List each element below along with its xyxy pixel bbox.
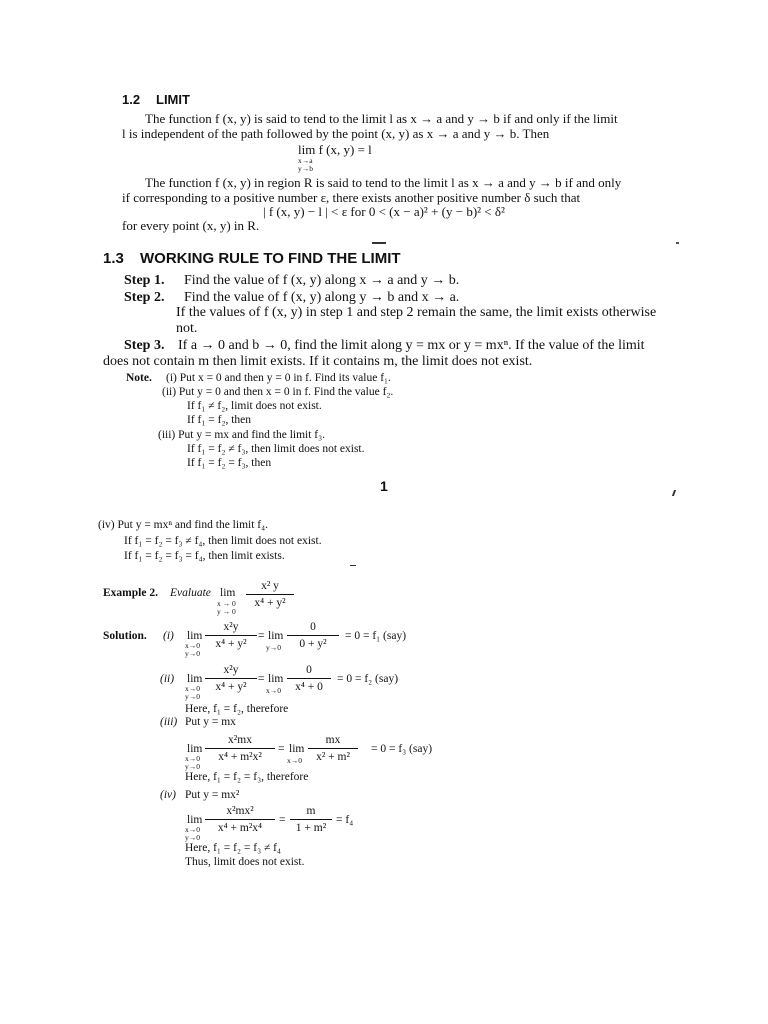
lim: lim bbox=[187, 814, 203, 826]
section-title-limit: LIMIT bbox=[156, 92, 190, 107]
page-number: 1 bbox=[380, 478, 388, 494]
note-line: (i) Put x = 0 and then y = 0 in f. Find its value f₁. bbox=[166, 372, 391, 384]
result: = 0 = f₁ (say) bbox=[345, 630, 407, 642]
step-text: If a → 0 and b → 0, find the limit along y = mx or y = mxⁿ. If the value of the limit bbox=[178, 338, 645, 353]
result: = f₄ bbox=[336, 814, 354, 826]
lim-sub: y→0 bbox=[185, 833, 200, 842]
lim: lim bbox=[187, 743, 203, 755]
note-line: If f₁ = f₂, then bbox=[187, 414, 251, 426]
example-fraction: x² y x⁴ + y² bbox=[246, 579, 294, 610]
lim-sub: x→0 bbox=[185, 641, 200, 650]
note-line: If f₁ = f₂ = f₃, then bbox=[187, 457, 272, 469]
equals: = bbox=[279, 814, 286, 826]
step-text: If the values of f (x, y) in step 1 and step 2 remain the same, the limit exists otherwise bbox=[176, 305, 657, 320]
note-line: If f₁ = f₂ = f₃ ≠ f₄, then limit does not exist. bbox=[124, 535, 322, 547]
step-label: Step 1. bbox=[124, 273, 165, 288]
here-line: Here, f₁ = f₂ = f₃, therefore bbox=[185, 771, 309, 783]
put-line: Put y = mx² bbox=[185, 789, 240, 801]
lim-sub: x→0 bbox=[185, 684, 200, 693]
note-line: If f₁ = f₂ = f₃ = f₄, then limit exists. bbox=[124, 550, 285, 562]
example-sub: y → 0 bbox=[217, 607, 236, 616]
example-label: Example 2. bbox=[103, 587, 158, 599]
lim: lim bbox=[289, 743, 305, 755]
example-lim: lim bbox=[220, 587, 236, 599]
scan-mark bbox=[350, 565, 356, 566]
lim-sub: x→0 bbox=[185, 825, 200, 834]
fraction: 0 x⁴ + 0 bbox=[287, 663, 331, 694]
step-text: Find the value of f (x, y) along x → a and y → b. bbox=[184, 273, 460, 288]
paragraph-line: The function f (x, y) is said to tend to the limit l as x → a and y → b if and only if the limit bbox=[145, 111, 618, 126]
lim-sub: y→0 bbox=[185, 692, 200, 701]
paragraph-line: The function f (x, y) in region R is said to tend to the limit l as x → a and y → b if and only bbox=[145, 175, 622, 190]
equals: = bbox=[258, 673, 265, 685]
step-text: not. bbox=[176, 321, 198, 336]
example-verb: Evaluate bbox=[170, 587, 211, 599]
limit-subscript: x→a bbox=[298, 156, 313, 165]
section-title-working-rule: WORKING RULE TO FIND THE LIMIT bbox=[140, 250, 401, 267]
fraction: x²mx² x⁴ + m²x⁴ bbox=[205, 804, 275, 835]
part-tag: (i) bbox=[163, 630, 174, 642]
note-label: Note. bbox=[126, 372, 152, 384]
paragraph-line: l is independent of the path followed by the point (x, y) as x → a and y → b. Then bbox=[122, 126, 550, 141]
lim: lim bbox=[187, 673, 203, 685]
note-line: If f₁ ≠ f₂, limit does not exist. bbox=[187, 400, 322, 412]
note-line: (ii) Put y = 0 and then x = 0 in f. Find the value f₂. bbox=[162, 386, 394, 398]
part-tag: (iii) bbox=[160, 716, 178, 728]
fraction: x²y x⁴ + y² bbox=[205, 663, 257, 694]
note-line: (iii) Put y = mx and find the limit f₃. bbox=[158, 429, 326, 441]
limit-expression: lim f (x, y) = l bbox=[298, 142, 372, 157]
lim-sub: y→0 bbox=[266, 643, 281, 652]
example-sub: x → 0 bbox=[217, 599, 236, 608]
fraction: x²mx x⁴ + m²x² bbox=[205, 733, 275, 764]
lim-sub: x→0 bbox=[266, 686, 281, 695]
fraction: mx x² + m² bbox=[308, 733, 358, 764]
section-number-1-2: 1.2 bbox=[122, 92, 141, 107]
inequality: | f (x, y) − l | < ε for 0 < (x − a)² + (y − b)² < δ² bbox=[263, 204, 505, 219]
lim-sub: y→0 bbox=[185, 762, 200, 771]
lim-sub: x→0 bbox=[287, 756, 302, 765]
part-tag: (iv) bbox=[160, 789, 176, 801]
part-tag: (ii) bbox=[160, 673, 175, 685]
lim: lim bbox=[268, 630, 284, 642]
here-line: Here, f₁ = f₂ = f₃ ≠ f₄ bbox=[185, 842, 281, 854]
equals: = bbox=[258, 630, 265, 642]
step-label: Step 2. bbox=[124, 290, 165, 305]
step-label: Step 3. bbox=[124, 338, 165, 353]
paragraph-line: if corresponding to a positive number ε, there exists another positive number δ such that bbox=[122, 190, 581, 205]
paragraph-line: for every point (x, y) in R. bbox=[122, 218, 260, 233]
result: = 0 = f₃ (say) bbox=[371, 743, 433, 755]
conclusion: Thus, limit does not exist. bbox=[185, 856, 305, 868]
scan-mark bbox=[672, 490, 676, 496]
lim: lim bbox=[268, 673, 284, 685]
equals: = bbox=[278, 743, 285, 755]
scan-mark bbox=[676, 242, 679, 244]
put-line: Put y = mx bbox=[185, 716, 236, 728]
fraction: x²y x⁴ + y² bbox=[205, 620, 257, 651]
lim-sub: y→0 bbox=[185, 649, 200, 658]
lim: lim bbox=[187, 630, 203, 642]
fraction: m 1 + m² bbox=[290, 804, 332, 835]
note-line: If f₁ = f₂ ≠ f₃, then limit does not exist. bbox=[187, 443, 365, 455]
scan-mark bbox=[372, 242, 386, 244]
step-text: Find the value of f (x, y) along y → b and x → a. bbox=[184, 290, 460, 305]
here-line: Here, f₁ = f₂, therefore bbox=[185, 703, 289, 715]
result: = 0 = f₂ (say) bbox=[337, 673, 399, 685]
solution-label: Solution. bbox=[103, 630, 147, 642]
note-line: (iv) Put y = mxⁿ and find the limit f₄. bbox=[98, 519, 268, 531]
lim-sub: x→0 bbox=[185, 754, 200, 763]
fraction: 0 0 + y² bbox=[287, 620, 339, 651]
limit-subscript: y→b bbox=[298, 164, 313, 173]
step-text: does not contain m then limit exists. If it contains m, the limit does not exist. bbox=[103, 354, 533, 369]
section-number-1-3: 1.3 bbox=[103, 250, 124, 267]
